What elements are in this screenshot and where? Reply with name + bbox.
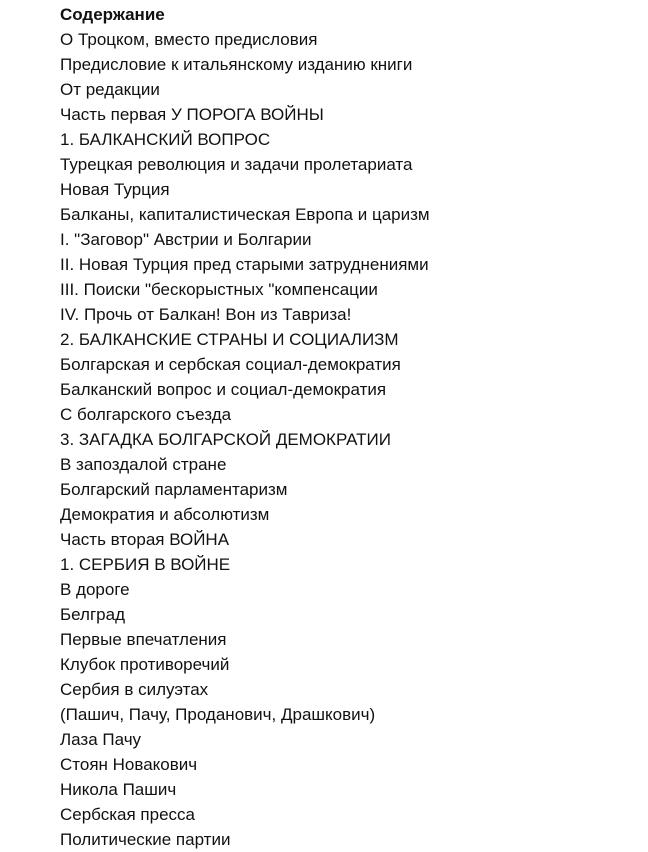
toc-entry[interactable]: Никола Пашич: [60, 780, 177, 799]
toc-entry[interactable]: 1. БАЛКАНСКИЙ ВОПРОС: [60, 130, 271, 149]
toc-entry[interactable]: Сербская пресса: [60, 805, 195, 824]
toc-list: [60, 27, 638, 852]
toc-entry[interactable]: Балканский вопрос и социал-демократия: [60, 380, 387, 399]
table-of-contents: [60, 2, 638, 852]
toc-entry[interactable]: Первые впечатления: [60, 630, 227, 649]
toc-entry[interactable]: Клубок противоречий: [60, 655, 230, 674]
toc-entry[interactable]: IV. Прочь от Балкан! Вон из Тавриза!: [60, 305, 352, 324]
toc-entry[interactable]: II. Новая Турция пред старыми затруднениями: [60, 255, 429, 274]
toc-entry[interactable]: Балканы, капиталистическая Европа и царизм: [60, 205, 430, 224]
toc-entry[interactable]: Болгарская и сербская социал-демократия: [60, 355, 401, 374]
toc-entry[interactable]: 3. ЗАГАДКА БОЛГАРСКОЙ ДЕМОКРАТИИ: [60, 430, 391, 449]
toc-entry[interactable]: Белград: [60, 605, 125, 624]
toc-entry[interactable]: Стоян Новакович: [60, 755, 198, 774]
toc-entry[interactable]: В дороге: [60, 580, 130, 599]
toc-entry[interactable]: С болгарского съезда: [60, 405, 232, 424]
toc-entry[interactable]: Сербия в силуэтах: [60, 680, 209, 699]
toc-entry[interactable]: Политические партии: [60, 830, 231, 849]
toc-entry[interactable]: 2. БАЛКАНСКИЕ СТРАНЫ И СОЦИАЛИЗМ: [60, 330, 399, 349]
toc-title: Содержание: [60, 5, 165, 24]
toc-entry[interactable]: Турецкая революция и задачи пролетариата: [60, 155, 413, 174]
toc-entry[interactable]: О Троцком, вместо предисловия: [60, 30, 318, 49]
toc-entry[interactable]: III. Поиски "бескорыстных "компенсации: [60, 280, 378, 299]
toc-entry[interactable]: От редакции: [60, 80, 160, 99]
toc-entry[interactable]: Болгарский парламентаризм: [60, 480, 288, 499]
toc-entry[interactable]: Новая Турция: [60, 180, 170, 199]
toc-entry[interactable]: Часть вторая ВОЙНА: [60, 530, 230, 549]
toc-entry[interactable]: Лаза Пачу: [60, 730, 142, 749]
toc-entry[interactable]: I. "Заговор" Австрии и Болгарии: [60, 230, 312, 249]
toc-entry[interactable]: Предисловие к итальянскому изданию книги: [60, 55, 413, 74]
toc-entry[interactable]: В запоздалой стране: [60, 455, 227, 474]
toc-entry[interactable]: Часть первая У ПОРОГА ВОЙНЫ: [60, 105, 324, 124]
toc-entry[interactable]: Демократия и абсолютизм: [60, 505, 270, 524]
toc-entry[interactable]: 1. СЕРБИЯ В ВОЙНЕ: [60, 555, 231, 574]
toc-entry[interactable]: (Пашич, Пачу, Проданович, Драшкович): [60, 705, 376, 724]
